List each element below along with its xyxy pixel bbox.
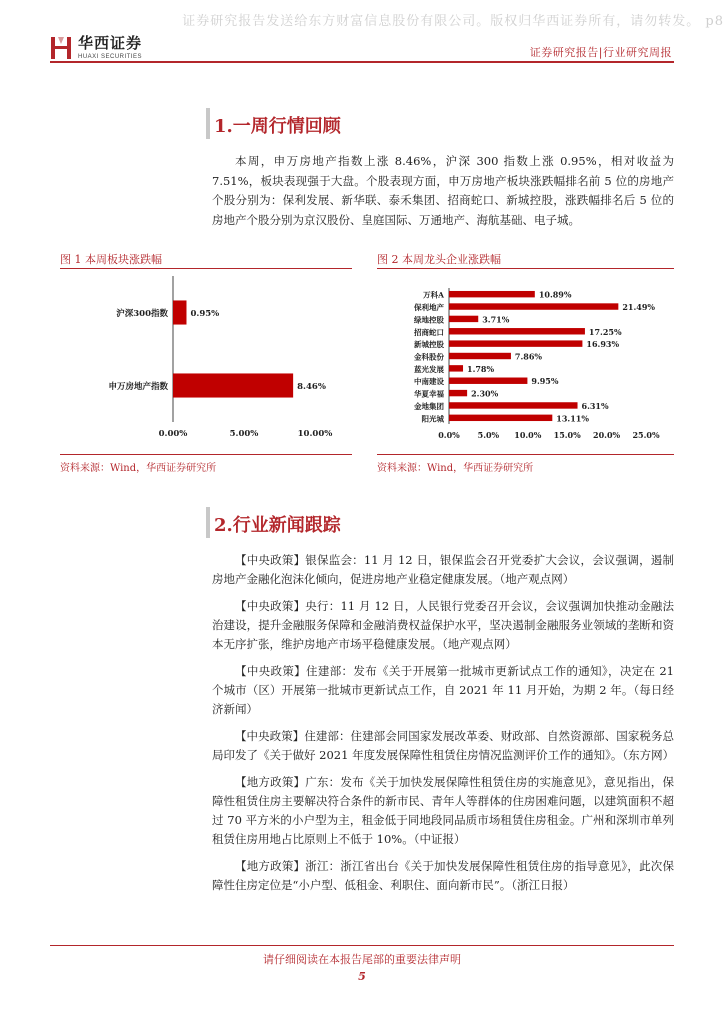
legal-notice: 请仔细阅读在本报告尾部的重要法律声明 xyxy=(263,953,461,966)
data-label: 0.95% xyxy=(190,309,220,319)
section-1-paragraph: 本周，申万房地产指数上涨 8.46%，沪深 300 指数上涨 0.95%，相对收益为 7.51%，板块表现强于大盘。个股表现方面，申万房地产板块涨跌幅排名前 5 位的房地产个股分别为：保利发展、新华联、泰禾集团、招商蛇口、新城控股，涨跌幅排名后 5 位的房地产个股分别为京汉股份、皇庭国际、万通地产、海航基础、电子城。 xyxy=(212,154,674,227)
section-2-title: 2.行业新闻跟踪 xyxy=(214,515,341,536)
data-label: 16.93% xyxy=(586,339,620,350)
x-tick-label: 15.0% xyxy=(553,430,581,440)
category-label: 沪深300指数 xyxy=(116,309,168,319)
page-number: 5 xyxy=(358,970,366,983)
category-label: 中南建设 xyxy=(414,377,444,387)
figure-2-chart xyxy=(377,272,674,452)
bar xyxy=(449,353,511,359)
news-item: 【地方政策】广东：发布《关于加快发展保障性租赁住房的实施意见》，意见指出，保障性租赁住房主要解决符合条件的新市民、青年人等群体的住房困难问题，以建筑面积不超过 70 平方米的小户型为主，租金低于同地段同品质市场租赁住房租金。广州和深圳市单列租赁住房用地占比原则上不低于 10%。（中证报） xyxy=(212,775,674,846)
category-label: 金科股份 xyxy=(414,352,444,362)
figure-1-title: 图 1 本周板块涨跌幅 xyxy=(60,253,162,266)
bar xyxy=(449,340,582,346)
category-label: 新城控股 xyxy=(414,340,444,350)
x-tick-label: 0.00% xyxy=(158,429,188,439)
x-tick-label: 5.0% xyxy=(477,430,500,440)
x-tick-label: 10.00% xyxy=(297,429,333,439)
figure-2-title: 图 2 本周龙头企业涨跌幅 xyxy=(377,253,501,266)
bar xyxy=(449,390,467,396)
data-label: 10.89% xyxy=(538,289,572,300)
x-tick-label: 0.0% xyxy=(438,430,460,440)
data-label: 2.30% xyxy=(471,388,499,399)
category-label: 华夏幸福 xyxy=(414,389,444,399)
x-tick-label: 5.00% xyxy=(229,429,259,439)
news-item: 【中央政策】住建部：发布《关于开展第一批城市更新试点工作的通知》，决定在 21 个城市（区）开展第一批城市更新试点工作，自 2021 年 11 月开始，为期 2 年。（每日经济新闻） xyxy=(212,664,674,716)
category-label: 申万房地产指数 xyxy=(108,382,168,392)
brand-logo xyxy=(50,35,142,61)
huaxi-logo-icon xyxy=(50,35,72,61)
bar xyxy=(173,300,186,324)
x-tick-label: 20.0% xyxy=(593,430,621,440)
footer-divider xyxy=(50,945,674,946)
watermark: 证券研究报告发送给东方财富信息股份有限公司。版权归华西证券所有，请勿转发。 p8 xyxy=(182,14,724,29)
data-label: 3.71% xyxy=(482,314,510,325)
figure-2-source: 资料来源：Wind，华西证券研究所 xyxy=(377,463,534,474)
category-label: 阳光城 xyxy=(421,414,444,424)
category-label: 保利地产 xyxy=(414,303,444,313)
bar xyxy=(449,316,478,322)
section-marker xyxy=(206,507,210,538)
category-label: 金地集团 xyxy=(414,401,444,411)
report-type: 证券研究报告|行业研究周报 xyxy=(529,46,672,59)
figure-2-top-rule xyxy=(377,268,674,269)
data-label: 9.95% xyxy=(531,376,559,387)
figure-1-bottom-rule xyxy=(60,454,352,455)
figure-1-top-rule xyxy=(60,268,352,269)
news-item: 【中央政策】住建部：住建部会同国家发展改革委、财政部、自然资源部、国家税务总局印发了《关于做好 2021 年度发展保障性租赁住房情况监测评价工作的通知》。（东方网） xyxy=(212,729,675,762)
news-item: 【地方政策】浙江：浙江省出台《关于加快发展保障性租赁住房的指导意见》，此次保障性住房定位是“小户型、低租金、利职住、面向新市民”。（浙江日报） xyxy=(212,859,674,892)
data-label: 17.25% xyxy=(588,326,622,337)
bar xyxy=(449,303,618,309)
figure-1-source: 资料来源：Wind，华西证券研究所 xyxy=(60,463,217,474)
data-label: 21.49% xyxy=(622,302,655,313)
header-divider xyxy=(50,61,674,63)
bar xyxy=(449,365,463,371)
brand-name-en: HUAXI SECURITIES xyxy=(78,54,143,60)
bar xyxy=(449,291,535,297)
category-label: 蓝光发展 xyxy=(414,364,444,374)
category-label: 绿地控股 xyxy=(414,315,444,325)
figure-1-chart xyxy=(60,272,352,452)
data-label: 1.78% xyxy=(467,363,495,374)
bar xyxy=(449,328,585,334)
data-label: 7.86% xyxy=(514,351,543,362)
figure-2-bottom-rule xyxy=(377,454,674,455)
bar xyxy=(449,378,527,384)
category-label: 万科A xyxy=(423,290,444,300)
bar xyxy=(449,415,552,421)
news-list xyxy=(212,551,674,895)
data-label: 8.46% xyxy=(297,382,326,392)
section-1-title: 1.一周行情回顾 xyxy=(214,116,341,137)
bar xyxy=(449,402,578,408)
category-label: 招商蛇口 xyxy=(414,327,444,337)
x-tick-label: 25.0% xyxy=(632,430,660,440)
section-marker xyxy=(206,108,210,139)
news-item: 【中央政策】银保监会：11 月 12 日，银保监会召开党委扩大会议，会议强调，遏制房地产金融化泡沫化倾向，促进房地产业稳定健康发展。（地产观点网） xyxy=(212,553,674,586)
x-tick-label: 10.0% xyxy=(514,430,542,440)
brand-name-cn: 华西证券 xyxy=(78,34,143,52)
bar xyxy=(173,373,293,397)
news-item: 【中央政策】央行：11 月 12 日，人民银行党委召开会议，会议强调加快推动金融法治建设，提升金融服务保障和金融消费权益保护水平，坚决遏制金融服务业领域的垄断和资本无序扩张，维护房地产市场平稳健康发展。（地产观点网） xyxy=(212,599,674,651)
data-label: 13.11% xyxy=(556,413,589,424)
data-label: 6.31% xyxy=(581,400,609,411)
